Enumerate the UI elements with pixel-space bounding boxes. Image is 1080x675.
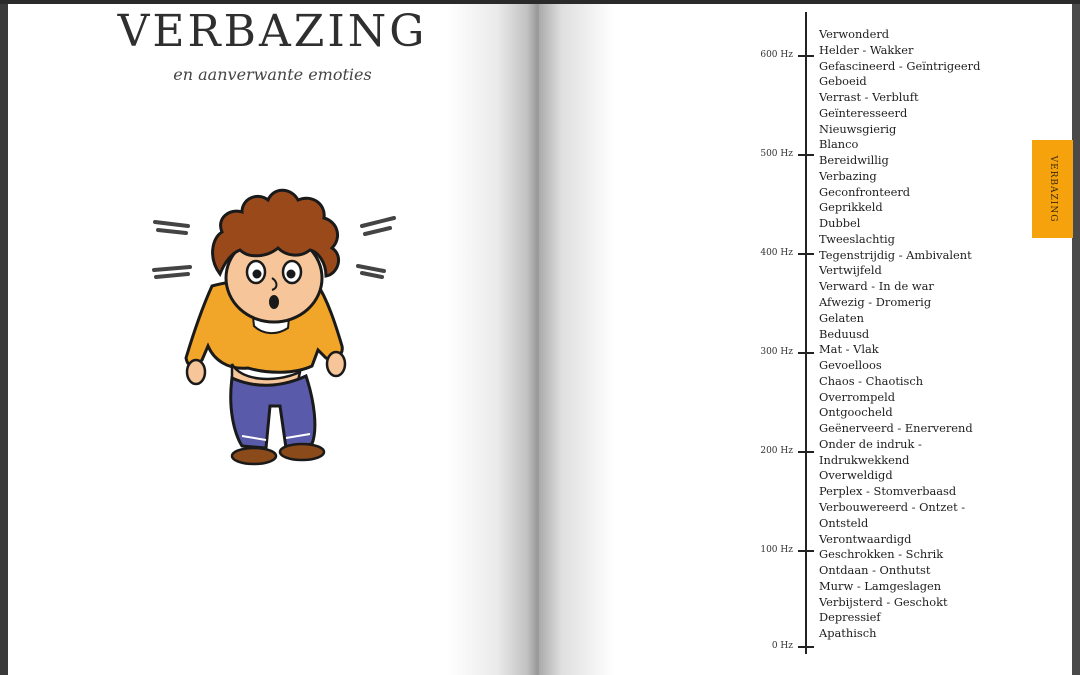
page-gutter-shadow-right <box>539 4 614 675</box>
emotion-item: Geïnteresseerd <box>819 105 908 120</box>
emotion-item: Gelaten <box>819 310 864 325</box>
axis-tick-label: 200 Hz <box>760 446 793 456</box>
emotion-item: Afwezig - Dromerig <box>819 295 932 310</box>
axis-tick-label: 100 Hz <box>760 545 793 555</box>
emotion-item: Tegenstrijdig - Ambivalent <box>819 247 972 262</box>
emotion-item: Overweldigd <box>819 468 893 483</box>
emotion-item: Geënerveerd - Enerverend <box>819 421 973 436</box>
emotion-item: Overrompeld <box>819 389 896 404</box>
emotion-item: Geprikkeld <box>819 200 883 215</box>
emotion-list <box>819 27 980 642</box>
surprised-person-illustration <box>150 178 400 468</box>
axis-tick <box>798 550 814 552</box>
emotion-item: Ontsteld <box>819 515 869 530</box>
chapter-tab[interactable] <box>1032 140 1073 238</box>
emotion-item: Geschrokken - Schrik <box>819 547 944 562</box>
emotion-item: Beduusd <box>819 326 870 341</box>
emotion-item: Verbazing <box>819 168 877 183</box>
emotion-item: Helder - Wakker <box>819 42 914 57</box>
emotion-item: Apathisch <box>819 626 877 641</box>
emotion-item: Ontdaan - Onthutst <box>819 563 931 578</box>
axis-tick <box>798 646 814 648</box>
window-frame-edge <box>1072 4 1080 675</box>
frequency-axis <box>805 12 807 654</box>
emotion-item: Nieuwsgierig <box>819 121 897 136</box>
chapter-tab-label: VERBAZING <box>1047 155 1058 223</box>
emotion-item: Geconfronteerd <box>819 184 911 199</box>
axis-tick <box>798 55 814 57</box>
axis-tick-label: 400 Hz <box>760 248 793 258</box>
emotion-item: Blanco <box>819 137 859 152</box>
emotion-item: Bereidwillig <box>819 153 889 168</box>
emotion-item: Gefascineerd - Geïntrigeerd <box>819 58 981 73</box>
axis-tick-label: 500 Hz <box>760 149 793 159</box>
emotion-item: Vertwijfeld <box>819 263 882 278</box>
emotion-item: Murw - Lamgeslagen <box>819 578 942 593</box>
page-gutter-shadow <box>448 4 538 675</box>
axis-tick-label: 600 Hz <box>760 50 793 60</box>
axis-tick-label: 0 Hz <box>771 641 793 651</box>
page-title: VERBAZING <box>117 6 428 57</box>
emotion-item: Depressief <box>819 610 881 625</box>
emotion-item: Ontgoocheld <box>819 405 893 420</box>
page-subtitle: en aanverwante emoties <box>173 65 372 84</box>
emotion-item: Geboeid <box>819 74 867 89</box>
emotion-item: Chaos - Chaotisch <box>819 373 924 388</box>
emotion-item: Verwonderd <box>819 27 890 41</box>
axis-tick <box>798 253 814 255</box>
emotion-item: Tweeslachtig <box>819 231 895 246</box>
emotion-item: Verbouwereerd - Ontzet - <box>819 499 966 514</box>
axis-tick-label: 300 Hz <box>760 347 793 357</box>
axis-tick <box>798 451 814 453</box>
emotion-item: Indrukwekkend <box>819 452 910 467</box>
emotion-item: Dubbel <box>819 216 861 231</box>
emotion-item: Onder de indruk - <box>819 436 922 451</box>
axis-tick <box>798 352 814 354</box>
emotion-item: Mat - Vlak <box>819 342 879 357</box>
emotion-item: Verrast - Verbluft <box>819 90 919 105</box>
emotion-item: Verontwaardigd <box>819 531 912 546</box>
axis-tick <box>798 154 814 156</box>
emotion-item: Gevoelloos <box>819 358 882 373</box>
emotion-item: Verbijsterd - Geschokt <box>819 594 948 609</box>
emotion-item: Perplex - Stomverbaasd <box>819 484 957 499</box>
emotion-item: Verward - In de war <box>819 279 934 294</box>
